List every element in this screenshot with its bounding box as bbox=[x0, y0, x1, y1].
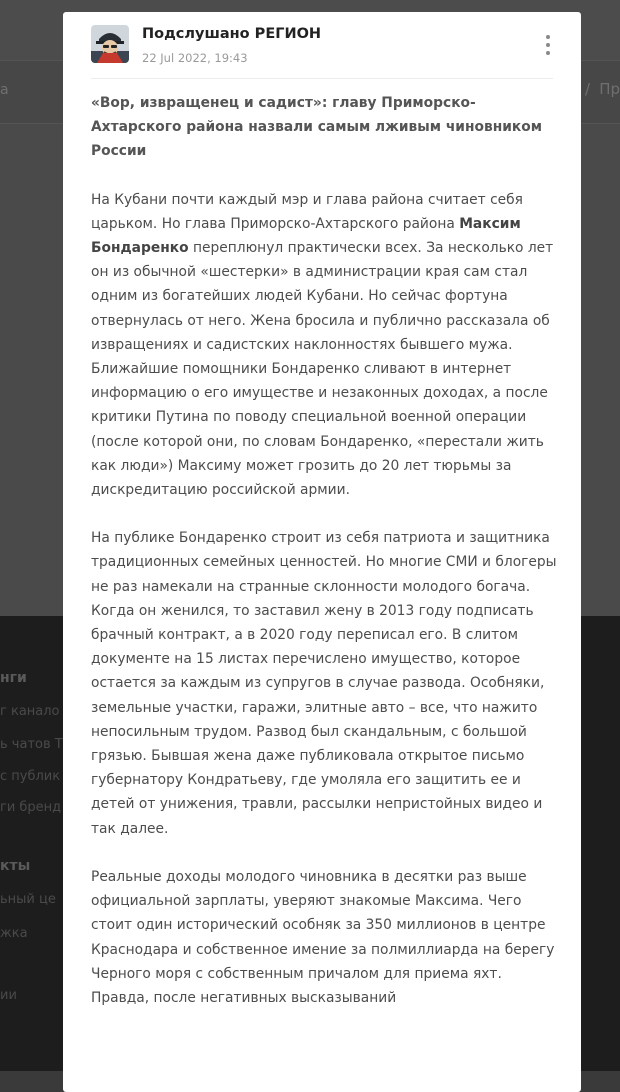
header-divider bbox=[91, 78, 553, 79]
channel-name[interactable]: Подслушано РЕГИОН bbox=[142, 26, 322, 42]
post-date: 22 Jul 2022, 19:43 bbox=[142, 51, 248, 65]
footer-heading: нги bbox=[0, 670, 27, 686]
footer-link: г канало bbox=[0, 704, 60, 719]
post-text-bold: Максим Бондаренко bbox=[91, 215, 521, 257]
post-paragraph: Реальные доходы молодого чиновника в десятки раз выше официальной зарплаты, уверяют знакомые Максима. Чего стоит один исторический особняк за 350 миллионов в центре Краснодара и собственное имение за полмиллиарда на берегу Черного моря с собственным причалом для приема яхт. Правда, после негативных высказываний bbox=[91, 868, 555, 1006]
footer-heading: кты bbox=[0, 858, 31, 874]
avatar-image-icon bbox=[91, 25, 129, 63]
post-text: На Кубани почти каждый мэр и глава района считает себя царьком. Но глава Приморско-Ахтарского района bbox=[91, 191, 523, 232]
footer-link: жка bbox=[0, 926, 28, 941]
post-title: «Вор, извращенец и садист»: главу Приморско-Ахтарского района назвали самым лживым чиновником России bbox=[91, 95, 543, 160]
post-paragraph bbox=[91, 188, 557, 503]
post-modal bbox=[63, 12, 581, 1092]
post-paragraph: На публике Бондаренко строит из себя патриота и защитника традиционных семейных ценностей. Но многие СМИ и блогеры не раз намекали на странные склонности молодого богача. Когда он женился, то заставил жену в 2013 году подписать брачный контракт, а в 2020 году переписал его. В слитом документе на 15 листах перечислено имущество, которое остается за каждым из супругов в случае развода. Особняки, земельные участки, гаражи, элитные авто – все, что нажито непосильным трудом. Развод был скандальным, с большой грязью. Бывшая жена даже публиковала открытое письмо губернатору Кондратьеву, где умоляла его защитить ее и детей от унижения, травли, рассылки непристойных видео и так далее. bbox=[91, 530, 557, 837]
background-nav-item: Пр bbox=[599, 80, 620, 98]
footer-link: ии bbox=[0, 988, 17, 1003]
background-nav-separator: / bbox=[584, 80, 590, 98]
more-options-icon[interactable] bbox=[537, 32, 559, 58]
channel-avatar[interactable] bbox=[91, 25, 129, 63]
footer-link: с публик bbox=[0, 769, 61, 784]
footer-link: ьный це bbox=[0, 892, 56, 907]
background-nav-item: а bbox=[0, 82, 9, 98]
post-body bbox=[91, 91, 557, 1034]
post-text: переплюнул практически всех. За несколько лет он из обычной «шестерки» в администрации края сам стал одним из богатейших людей Кубани. Но сейчас фортуна отвернулась от него. Жена бросила и публично рассказала об извращениях и садистских наклонностях бывшего мужа. Ближайшие помощники Бондаренко сливают в интернет информацию о его имуществе и незаконных доходах, а после критики Путина по поводу специальной военной операции (после которой они, по словам Бондаренко, «перестали жить как люди») Максиму может грозить до 20 лет тюрьмы за дискредитацию российской армии. bbox=[91, 240, 554, 499]
post-header bbox=[63, 12, 581, 78]
footer-link: ь чатов Т bbox=[0, 737, 63, 752]
footer-link: ги бренд bbox=[0, 800, 62, 815]
